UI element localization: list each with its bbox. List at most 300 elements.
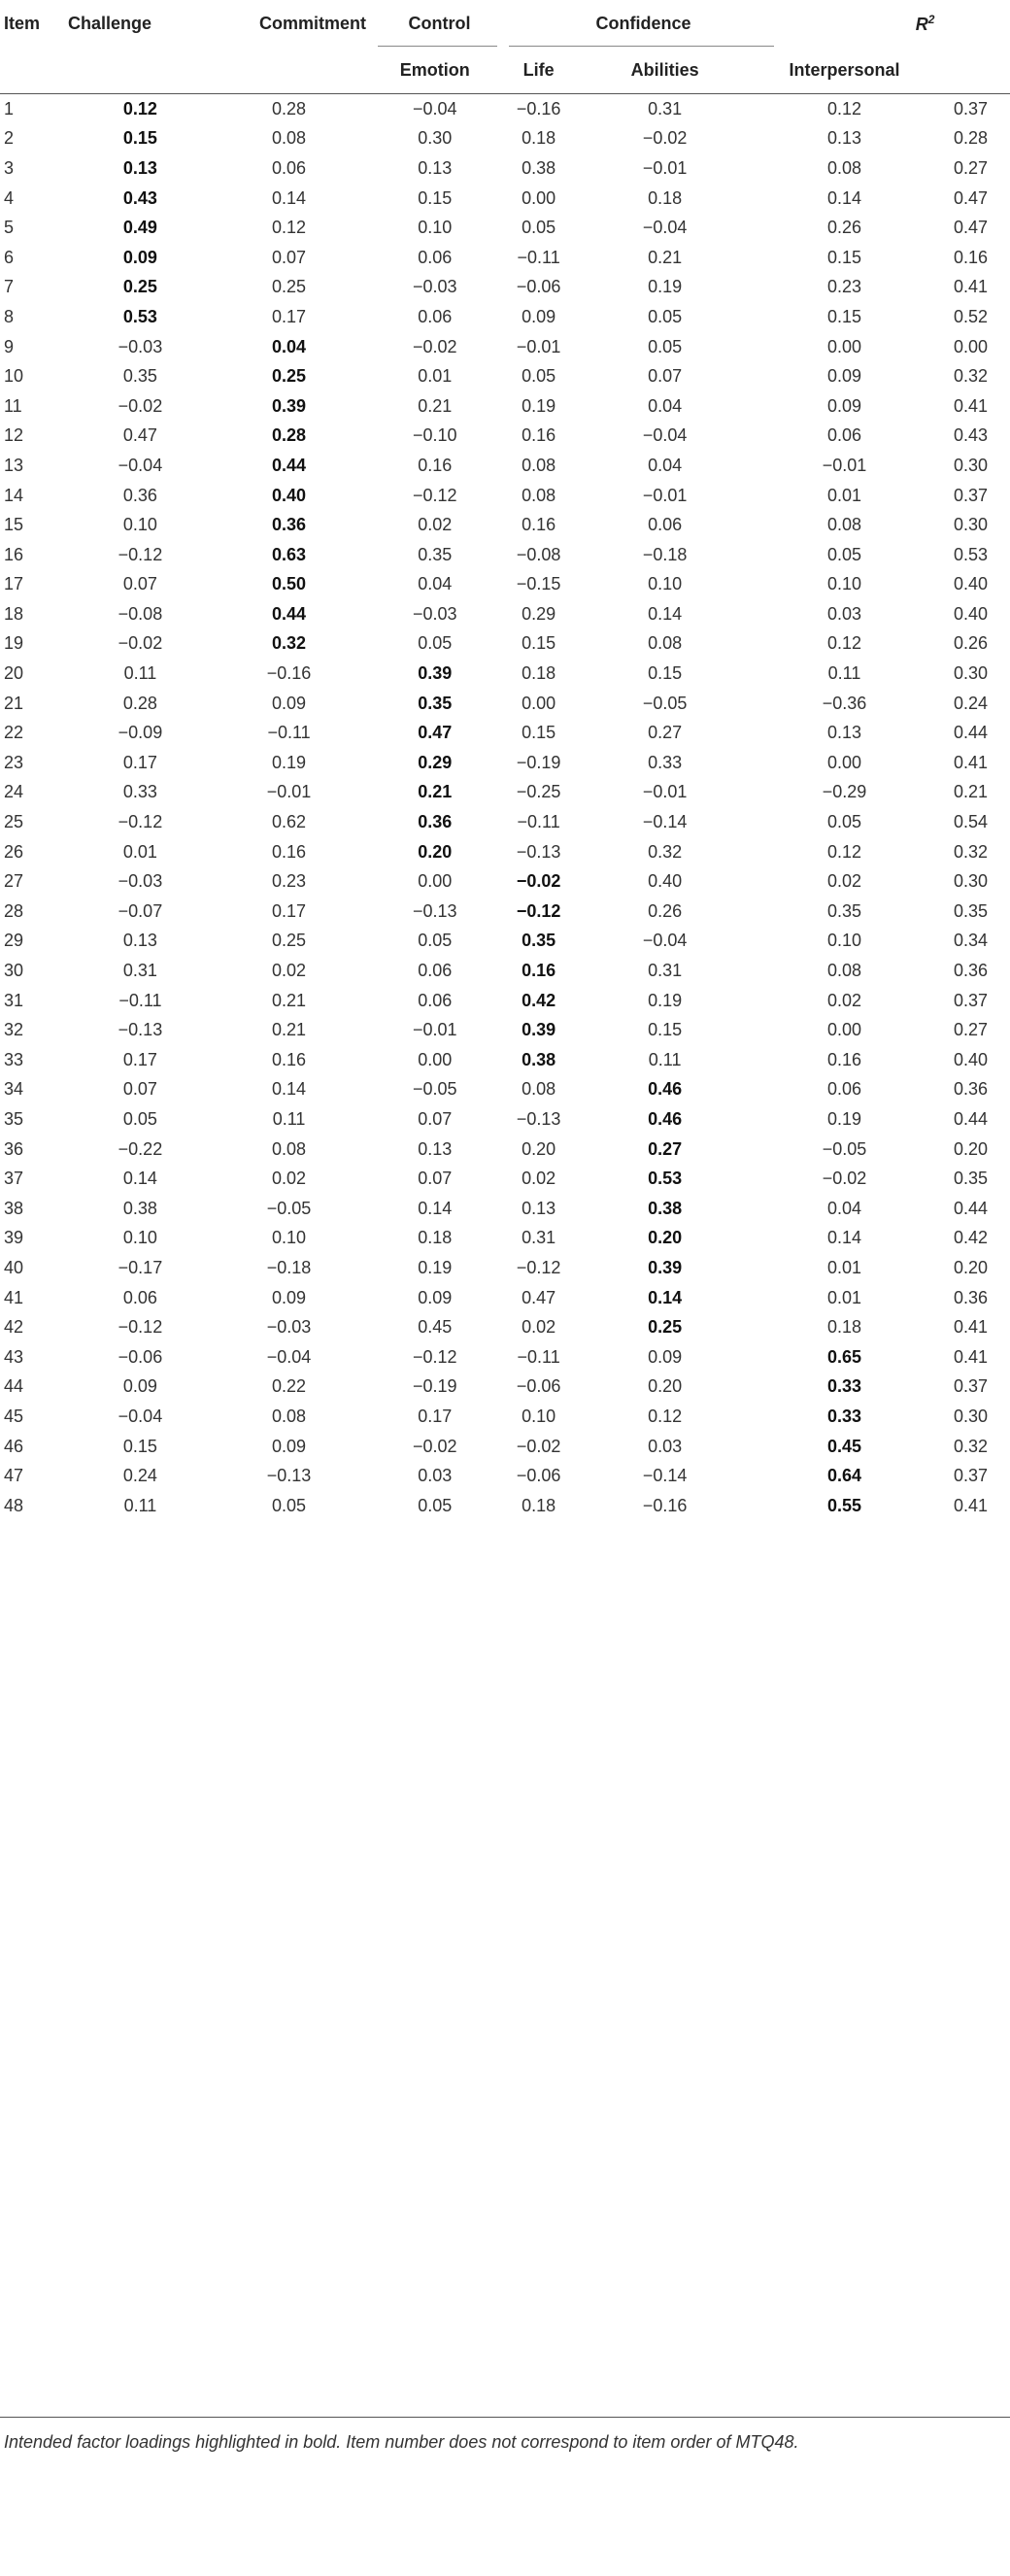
cell-emotion: 0.13	[418, 1138, 453, 1159]
cell-r-squared: 0.37	[954, 990, 989, 1010]
cell-abilities: 0.32	[648, 841, 683, 862]
cell-interpersonal: 0.01	[827, 1287, 862, 1307]
cell-item: 30	[4, 961, 24, 981]
cell-emotion: 0.29	[418, 752, 453, 772]
cell-emotion: 0.21	[418, 782, 453, 802]
cell-interpersonal: 0.18	[827, 1317, 862, 1338]
cell-commitment: 0.09	[272, 1287, 307, 1307]
cell-r-squared: 0.26	[954, 633, 989, 654]
cell-emotion: −0.03	[412, 603, 457, 624]
table-row	[0, 243, 1010, 273]
table-row	[0, 391, 1010, 422]
cell-emotion: 0.07	[418, 1169, 453, 1189]
cell-challenge: 0.06	[122, 1287, 157, 1307]
cell-commitment: 0.28	[272, 425, 307, 446]
cell-challenge: 0.13	[122, 157, 157, 178]
table-row	[0, 629, 1010, 660]
cell-challenge: −0.03	[118, 871, 163, 892]
cell-item: 3	[4, 157, 15, 178]
cell-challenge: 0.15	[122, 128, 157, 149]
table-footnote: Intended factor loadings highlighted in bold. Item number does not correspond to item order of MTQ48.	[4, 2432, 799, 2452]
cell-life: 0.38	[522, 1049, 556, 1069]
cell-commitment: −0.18	[266, 1257, 312, 1277]
table-row	[0, 213, 1010, 243]
cell-abilities: 0.20	[648, 1376, 683, 1397]
cell-commitment: 0.12	[272, 218, 307, 238]
cell-interpersonal: 0.00	[827, 1020, 862, 1040]
cell-item: 32	[4, 1020, 24, 1040]
cell-abilities: −0.01	[642, 485, 688, 505]
header-control: Control	[374, 0, 505, 47]
cell-life: 0.20	[522, 1138, 556, 1159]
table-row	[0, 481, 1010, 511]
cell-challenge: 0.17	[122, 1049, 157, 1069]
cell-item: 44	[4, 1376, 24, 1397]
cell-emotion: 0.00	[418, 1049, 453, 1069]
cell-interpersonal: 0.10	[827, 574, 862, 594]
cell-commitment: 0.25	[272, 931, 307, 951]
cell-commitment: 0.23	[272, 871, 307, 892]
cell-emotion: 0.15	[418, 187, 453, 208]
table-row	[0, 94, 1010, 124]
table-row	[0, 124, 1010, 154]
cell-challenge: −0.09	[118, 723, 163, 743]
cell-r-squared: 0.53	[954, 544, 989, 564]
cell-r-squared: 0.52	[954, 306, 989, 326]
cell-r-squared: 0.30	[954, 871, 989, 892]
table-row	[0, 184, 1010, 214]
cell-interpersonal: −0.36	[822, 693, 867, 713]
table-row	[0, 510, 1010, 540]
cell-commitment: 0.17	[272, 900, 307, 921]
table-row	[0, 422, 1010, 452]
table-row	[0, 927, 1010, 957]
cell-abilities: 0.05	[648, 306, 683, 326]
cell-challenge: 0.07	[122, 1079, 157, 1100]
cell-emotion: 0.10	[418, 218, 453, 238]
cell-interpersonal: 0.02	[827, 871, 862, 892]
cell-challenge: −0.08	[118, 603, 163, 624]
cell-emotion: 0.30	[418, 128, 453, 149]
cell-commitment: 0.07	[272, 247, 307, 267]
cell-abilities: 0.20	[648, 1228, 683, 1248]
cell-abilities: 0.10	[648, 574, 683, 594]
cell-abilities: −0.18	[642, 544, 688, 564]
cell-interpersonal: 0.03	[827, 603, 862, 624]
cell-item: 4	[4, 187, 15, 208]
cell-challenge: 0.10	[122, 1228, 157, 1248]
cell-abilities: 0.06	[648, 515, 683, 535]
table-header	[0, 0, 1010, 47]
cell-commitment: 0.05	[272, 1495, 307, 1515]
cell-interpersonal: 0.64	[827, 1466, 862, 1486]
cell-r-squared: 0.30	[954, 515, 989, 535]
cell-challenge: 0.13	[122, 931, 157, 951]
cell-item: 20	[4, 663, 24, 684]
cell-abilities: 0.09	[648, 1346, 683, 1367]
cell-interpersonal: 0.35	[827, 900, 862, 921]
cell-emotion: 0.17	[418, 1406, 453, 1426]
cell-r-squared: 0.44	[954, 1108, 989, 1129]
cell-abilities: 0.18	[648, 187, 683, 208]
cell-commitment: 0.28	[272, 98, 307, 119]
cell-item: 7	[4, 277, 15, 297]
cell-item: 45	[4, 1406, 24, 1426]
cell-interpersonal: 0.14	[827, 187, 862, 208]
cell-emotion: 0.07	[418, 1108, 453, 1129]
cell-abilities: 0.38	[648, 1198, 683, 1218]
cell-abilities: 0.11	[648, 1049, 682, 1069]
factor-loadings-body	[0, 47, 1010, 1521]
cell-abilities: 0.27	[648, 723, 683, 743]
cell-item: 42	[4, 1317, 24, 1338]
cell-interpersonal: 0.10	[827, 931, 862, 951]
cell-commitment: 0.25	[272, 366, 307, 387]
subheader-empty	[67, 47, 213, 94]
table-row	[0, 1312, 1010, 1342]
subheader-life: Life	[505, 47, 572, 94]
table-row	[0, 718, 1010, 748]
cell-emotion: −0.13	[412, 900, 457, 921]
cell-interpersonal: 0.00	[827, 336, 862, 356]
cell-life: 0.18	[522, 1495, 556, 1515]
table-row	[0, 807, 1010, 837]
cell-abilities: 0.07	[648, 366, 683, 387]
cell-abilities: 0.53	[648, 1169, 683, 1189]
cell-emotion: 0.04	[418, 574, 453, 594]
cell-emotion: 0.13	[418, 157, 453, 178]
cell-interpersonal: 0.05	[827, 812, 862, 832]
cell-item: 34	[4, 1079, 24, 1100]
cell-commitment: 0.39	[272, 395, 307, 416]
cell-challenge: 0.11	[123, 663, 157, 684]
table-row	[0, 748, 1010, 778]
cell-emotion: 0.06	[418, 247, 453, 267]
cell-commitment: 0.17	[272, 306, 307, 326]
table-row	[0, 897, 1010, 927]
cell-commitment: 0.50	[272, 574, 307, 594]
cell-life: 0.16	[522, 961, 556, 981]
cell-emotion: 0.18	[418, 1228, 453, 1248]
subheader-emotion: Emotion	[365, 47, 505, 94]
cell-abilities: −0.04	[642, 931, 688, 951]
cell-abilities: 0.19	[648, 990, 683, 1010]
cell-r-squared: 0.40	[954, 574, 989, 594]
table-row	[0, 956, 1010, 986]
cell-emotion: 0.00	[418, 871, 453, 892]
cell-commitment: 0.44	[272, 455, 307, 475]
cell-life: 0.38	[522, 157, 556, 178]
cell-life: 0.31	[522, 1228, 556, 1248]
table-row	[0, 659, 1010, 689]
cell-r-squared: 0.40	[954, 603, 989, 624]
cell-commitment: 0.09	[272, 693, 307, 713]
cell-emotion: 0.19	[418, 1257, 453, 1277]
cell-challenge: 0.31	[122, 961, 157, 981]
cell-item: 25	[4, 812, 24, 832]
cell-emotion: 0.35	[418, 693, 453, 713]
cell-item: 48	[4, 1495, 24, 1515]
cell-emotion: −0.04	[412, 98, 457, 119]
cell-item: 16	[4, 544, 24, 564]
cell-challenge: −0.04	[118, 455, 163, 475]
cell-emotion: 0.01	[418, 366, 453, 387]
cell-item: 36	[4, 1138, 24, 1159]
cell-r-squared: 0.47	[954, 218, 989, 238]
cell-challenge: 0.17	[122, 752, 157, 772]
cell-emotion: 0.09	[418, 1287, 453, 1307]
cell-r-squared: 0.27	[954, 1020, 989, 1040]
cell-r-squared: 0.30	[954, 1406, 989, 1426]
cell-emotion: −0.19	[412, 1376, 457, 1397]
cell-challenge: 0.05	[122, 1108, 157, 1129]
cell-abilities: 0.03	[648, 1436, 683, 1456]
cell-item: 15	[4, 515, 24, 535]
cell-interpersonal: 0.12	[827, 98, 862, 119]
cell-r-squared: 0.34	[954, 931, 989, 951]
cell-life: −0.06	[516, 277, 561, 297]
table-row	[0, 1164, 1010, 1194]
cell-interpersonal: 0.00	[827, 752, 862, 772]
cell-commitment: 0.21	[272, 1020, 307, 1040]
cell-emotion: 0.39	[418, 663, 453, 684]
cell-challenge: 0.53	[122, 306, 157, 326]
table-row	[0, 1432, 1010, 1462]
cell-commitment: 0.09	[272, 1436, 307, 1456]
table-row	[0, 1283, 1010, 1313]
cell-emotion: −0.03	[412, 277, 457, 297]
cell-challenge: 0.12	[122, 98, 157, 119]
cell-commitment: −0.03	[266, 1317, 312, 1338]
cell-commitment: −0.16	[266, 663, 312, 684]
cell-life: 0.39	[522, 1020, 556, 1040]
cell-interpersonal: 0.08	[827, 157, 862, 178]
cell-commitment: 0.08	[272, 1406, 307, 1426]
cell-r-squared: 0.47	[954, 187, 989, 208]
cell-emotion: 0.21	[418, 395, 453, 416]
cell-challenge: −0.22	[118, 1138, 163, 1159]
cell-item: 39	[4, 1228, 24, 1248]
cell-commitment: 0.62	[272, 812, 307, 832]
cell-emotion: 0.47	[418, 723, 453, 743]
cell-item: 12	[4, 425, 24, 446]
cell-item: 37	[4, 1169, 24, 1189]
cell-life: 0.29	[522, 603, 556, 624]
table-row	[0, 361, 1010, 391]
cell-life: −0.15	[516, 574, 561, 594]
cell-item: 47	[4, 1466, 24, 1486]
cell-life: −0.12	[516, 900, 561, 921]
header-r-squared: $R^2$	[915, 12, 935, 34]
cell-interpersonal: 0.14	[827, 1228, 862, 1248]
cell-interpersonal: 0.09	[827, 395, 862, 416]
cell-life: −0.06	[516, 1466, 561, 1486]
cell-abilities: 0.19	[648, 277, 683, 297]
cell-commitment: 0.32	[272, 633, 307, 654]
cell-item: 21	[4, 693, 24, 713]
cell-r-squared: 0.35	[954, 1169, 989, 1189]
table-row	[0, 1461, 1010, 1491]
cell-challenge: 0.49	[122, 218, 157, 238]
cell-item: 17	[4, 574, 24, 594]
cell-life: 0.42	[522, 990, 556, 1010]
cell-life: 0.08	[522, 455, 556, 475]
cell-challenge: 0.24	[122, 1466, 157, 1486]
cell-interpersonal: 0.04	[827, 1198, 862, 1218]
cell-challenge: −0.17	[118, 1257, 163, 1277]
table-row	[0, 1135, 1010, 1165]
cell-life: 0.15	[522, 723, 556, 743]
cell-abilities: 0.25	[648, 1317, 683, 1338]
cell-interpersonal: 0.55	[827, 1495, 862, 1515]
cell-challenge: −0.02	[118, 633, 163, 654]
cell-item: 24	[4, 782, 24, 802]
cell-life: −0.13	[516, 1108, 561, 1129]
cell-emotion: −0.02	[412, 336, 457, 356]
cell-life: −0.02	[516, 871, 561, 892]
header-commitment: Commitment	[259, 13, 367, 33]
cell-item: 22	[4, 723, 24, 743]
cell-commitment: 0.63	[272, 544, 307, 564]
cell-emotion: −0.01	[412, 1020, 457, 1040]
table-row	[0, 1015, 1010, 1045]
cell-life: 0.08	[522, 1079, 556, 1100]
cell-emotion: −0.10	[412, 425, 457, 446]
cell-emotion: −0.05	[412, 1079, 457, 1100]
table-row	[0, 451, 1010, 481]
cell-commitment: −0.13	[266, 1466, 312, 1486]
cell-challenge: 0.09	[122, 1376, 157, 1397]
table-row	[0, 1075, 1010, 1105]
cell-r-squared: 0.32	[954, 1436, 989, 1456]
cell-abilities: 0.21	[648, 247, 683, 267]
cell-commitment: 0.16	[272, 841, 307, 862]
cell-emotion: 0.06	[418, 306, 453, 326]
cell-interpersonal: 0.13	[827, 128, 862, 149]
cell-abilities: 0.15	[648, 663, 683, 684]
cell-r-squared: 0.41	[954, 752, 989, 772]
cell-life: 0.18	[522, 128, 556, 149]
cell-abilities: −0.05	[642, 693, 688, 713]
cell-interpersonal: 0.65	[827, 1346, 862, 1367]
cell-interpersonal: 0.02	[827, 990, 862, 1010]
cell-abilities: −0.01	[642, 157, 688, 178]
cell-life: 0.00	[522, 187, 556, 208]
cell-interpersonal: 0.16	[827, 1049, 862, 1069]
table-row	[0, 599, 1010, 629]
cell-r-squared: 0.41	[954, 1317, 989, 1338]
cell-r-squared: 0.42	[954, 1228, 989, 1248]
cell-r-squared: 0.37	[954, 1466, 989, 1486]
cell-emotion: 0.14	[418, 1198, 453, 1218]
cell-commitment: −0.11	[267, 723, 311, 743]
cell-abilities: 0.27	[648, 1138, 683, 1159]
cell-abilities: −0.14	[642, 812, 688, 832]
cell-commitment: 0.08	[272, 1138, 307, 1159]
cell-life: 0.05	[522, 366, 556, 387]
cell-r-squared: 0.41	[954, 395, 989, 416]
cell-emotion: 0.06	[418, 990, 453, 1010]
cell-item: 46	[4, 1436, 24, 1456]
cell-abilities: 0.15	[648, 1020, 683, 1040]
cell-r-squared: 0.44	[954, 1198, 989, 1218]
cell-item: 43	[4, 1346, 24, 1367]
cell-challenge: 0.33	[122, 782, 157, 802]
table-row	[0, 570, 1010, 600]
cell-challenge: 0.07	[122, 574, 157, 594]
cell-abilities: 0.33	[648, 752, 683, 772]
cell-commitment: 0.36	[272, 515, 307, 535]
cell-commitment: 0.16	[272, 1049, 307, 1069]
cell-commitment: −0.04	[266, 1346, 312, 1367]
cell-commitment: 0.19	[272, 752, 307, 772]
cell-item: 6	[4, 247, 15, 267]
cell-life: 0.16	[522, 425, 556, 446]
cell-abilities: 0.39	[648, 1257, 683, 1277]
cell-interpersonal: 0.06	[827, 425, 862, 446]
cell-life: −0.11	[517, 247, 560, 267]
cell-interpersonal: 0.33	[827, 1406, 862, 1426]
cell-emotion: 0.06	[418, 961, 453, 981]
cell-r-squared: 0.41	[954, 1495, 989, 1515]
cell-r-squared: 0.27	[954, 157, 989, 178]
cell-challenge: 0.15	[122, 1436, 157, 1456]
cell-item: 10	[4, 366, 24, 387]
cell-life: −0.12	[516, 1257, 561, 1277]
table-row	[0, 332, 1010, 362]
cell-challenge: −0.12	[118, 812, 163, 832]
cell-interpersonal: 0.33	[827, 1376, 862, 1397]
subheader-abilities: Abilities	[572, 47, 758, 94]
cell-abilities: 0.14	[648, 1287, 683, 1307]
cell-item: 28	[4, 900, 24, 921]
cell-life: 0.13	[522, 1198, 556, 1218]
cell-abilities: 0.31	[648, 98, 683, 119]
table-row	[0, 1224, 1010, 1254]
cell-item: 19	[4, 633, 24, 654]
cell-life: 0.10	[522, 1406, 556, 1426]
cell-r-squared: 0.30	[954, 455, 989, 475]
cell-interpersonal: 0.23	[827, 277, 862, 297]
cell-emotion: 0.16	[418, 455, 453, 475]
cell-challenge: 0.28	[122, 693, 157, 713]
cell-abilities: 0.14	[648, 603, 683, 624]
cell-interpersonal: 0.06	[827, 1079, 862, 1100]
cell-r-squared: 0.16	[954, 247, 989, 267]
cell-life: 0.18	[522, 663, 556, 684]
cell-life: −0.16	[516, 98, 561, 119]
cell-commitment: 0.25	[272, 277, 307, 297]
cell-emotion: −0.02	[412, 1436, 457, 1456]
cell-challenge: −0.12	[118, 544, 163, 564]
subheader-empty	[214, 47, 365, 94]
cell-r-squared: 0.44	[954, 723, 989, 743]
subheader-empty	[931, 47, 1010, 94]
cell-interpersonal: 0.26	[827, 218, 862, 238]
cell-abilities: 0.05	[648, 336, 683, 356]
cell-r-squared: 0.21	[954, 782, 989, 802]
cell-abilities: −0.14	[642, 1466, 688, 1486]
cell-life: 0.16	[522, 515, 556, 535]
cell-commitment: −0.01	[266, 782, 312, 802]
header-challenge: Challenge	[68, 13, 152, 33]
cell-challenge: 0.14	[122, 1169, 157, 1189]
cell-item: 41	[4, 1287, 24, 1307]
cell-life: 0.02	[522, 1317, 556, 1338]
cell-abilities: −0.02	[642, 128, 688, 149]
cell-r-squared: 0.41	[954, 1346, 989, 1367]
cell-r-squared: 0.41	[954, 277, 989, 297]
